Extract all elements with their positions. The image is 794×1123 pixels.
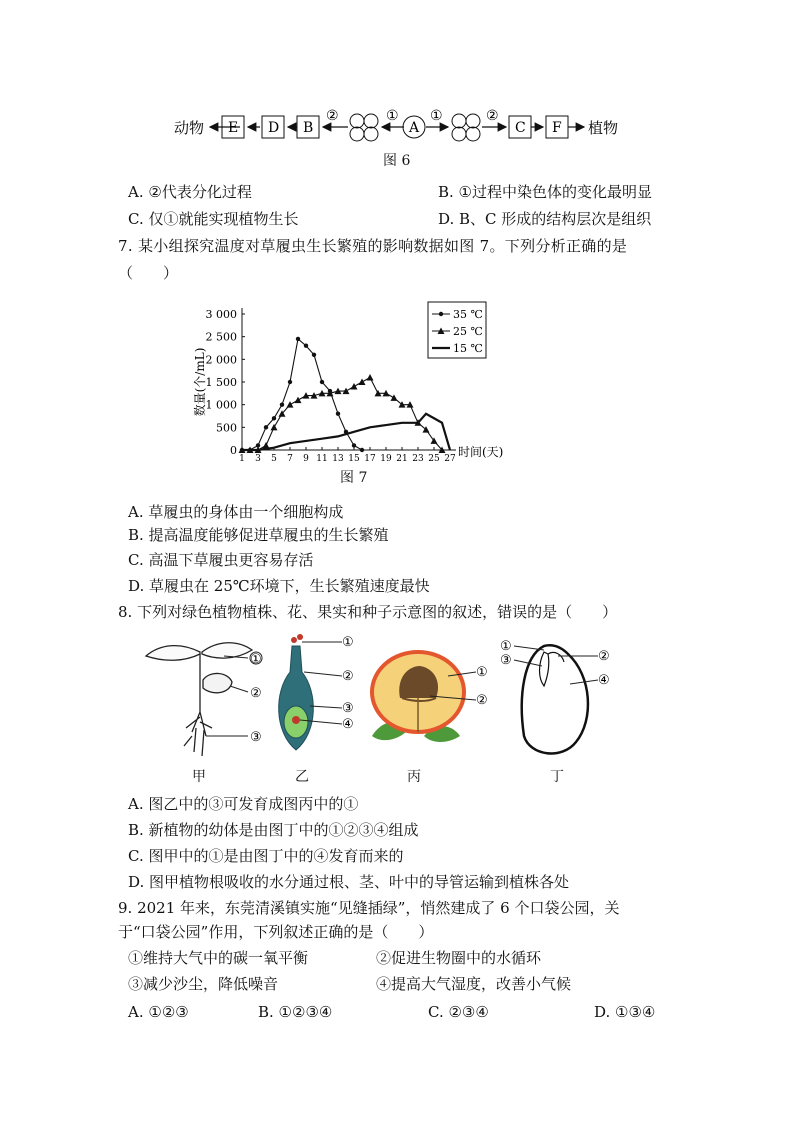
- jia-label-1: ①: [250, 652, 262, 667]
- y-axis-label: 数量(个/mL): [193, 347, 207, 417]
- q8-option-c: C. 图甲中的①是由图丁中的④发育而来的: [128, 847, 404, 865]
- x-tick-label: 7: [287, 454, 293, 462]
- y-tick-label: 3 000: [205, 308, 237, 321]
- q9-choice-a: A. ①②③: [128, 1003, 189, 1021]
- y-tick-label: 2 000: [205, 353, 237, 367]
- x-tick-label: 13: [332, 454, 344, 462]
- box-f-label: F: [552, 120, 562, 136]
- ding-label-2: ②: [598, 649, 610, 664]
- label-jia: 甲: [192, 769, 206, 785]
- y-tick-label: 0: [230, 444, 237, 457]
- point-35c: [264, 425, 268, 429]
- figure-7-chart: [180, 298, 520, 462]
- box-c-label: C: [515, 120, 526, 136]
- q9-choice-c: C. ②③④: [428, 1003, 489, 1021]
- box-e-label: E: [228, 120, 239, 136]
- x-tick-label: 15: [348, 454, 360, 462]
- four-cells-left: [350, 114, 378, 141]
- q9-stem-line2: 于“口袋公园”作用，下列叙述正确的是（ ）: [118, 923, 434, 941]
- q8-stem: 8. 下列对绿色植物植株、花、果实和种子示意图的叙述，错误的是（ ）: [118, 603, 618, 621]
- fig6-right-label: 植物: [588, 119, 619, 137]
- x-tick-label: 5: [271, 454, 277, 462]
- q6-option-d: D. B、C 形成的结构层次是组织: [438, 210, 652, 228]
- point-35c: [304, 344, 308, 348]
- legend-marker: [439, 312, 443, 316]
- q7-paren: （ ）: [118, 264, 179, 282]
- yi-label-1: ①: [342, 635, 354, 650]
- q8-option-d: D. 图甲植物根吸收的水分通过根、茎、叶中的导管运输到植株各处: [128, 873, 570, 891]
- q6-option-b: B. ①过程中染色体的变化最明显: [438, 183, 653, 201]
- q8-option-a: A. 图乙中的③可发育成图丙中的①: [128, 795, 359, 813]
- box-b-label: B: [303, 120, 314, 136]
- label-bing: 丙: [407, 769, 421, 785]
- q8-option-b: B. 新植物的幼体是由图丁中的①②③④组成: [128, 821, 419, 839]
- q6-option-c: C. 仅①就能实现植物生长: [128, 210, 299, 228]
- legend-label: 15 ℃: [453, 342, 483, 355]
- q9-choice-d: D. ①③④: [594, 1003, 656, 1021]
- legend-label: 35 ℃: [453, 308, 483, 321]
- x-axis-label: 时间(天): [458, 445, 504, 459]
- label-yi: 乙: [295, 769, 309, 785]
- q7-option-d: D. 草履虫在 25℃环境下，生长繁殖速度最快: [128, 577, 430, 595]
- point-35c: [296, 337, 300, 341]
- x-tick-label: 27: [444, 454, 456, 462]
- y-tick-label: 1 500: [205, 376, 237, 389]
- figure-jia-plant: [140, 632, 280, 762]
- point-35c: [288, 380, 292, 384]
- q6-option-a: A. ②代表分化过程: [128, 183, 252, 201]
- q7-stem: 7. 某小组探究温度对草履虫生长繁殖的影响数据如图 7。下列分析正确的是: [118, 237, 628, 255]
- q7-option-c: C. 高温下草履虫更容易存活: [128, 551, 314, 569]
- figure-yi-pistil: [268, 632, 368, 762]
- point-25c: [287, 401, 294, 408]
- jia-label-3: ③: [250, 730, 262, 745]
- label-ding: 丁: [550, 769, 564, 785]
- yi-label-3: ③: [342, 701, 354, 716]
- q9-item-4: ④提高大气湿度，改善小气候: [376, 975, 572, 993]
- point-35c: [320, 380, 324, 384]
- point-25c: [367, 374, 374, 381]
- step-1-right: ①: [430, 108, 443, 124]
- q9-item-3: ③减少沙尘，降低噪音: [128, 975, 279, 993]
- series-line-1: [242, 377, 442, 450]
- step-1-left: ①: [386, 108, 399, 124]
- q7-option-a: A. 草履虫的身体由一个细胞构成: [128, 503, 344, 521]
- q9-item-1: ①维持大气中的碳一氧平衡: [128, 949, 309, 967]
- point-25c: [391, 394, 398, 401]
- q9-choice-b: B. ①②③④: [258, 1003, 333, 1021]
- x-tick-label: 1: [239, 454, 245, 462]
- point-35c: [280, 402, 284, 406]
- q9-item-2: ②促进生物圈中的水循环: [376, 949, 542, 967]
- figure-bing-fruit: [362, 640, 494, 760]
- fig6-left-label: 动物: [174, 119, 205, 137]
- q7-option-b: B. 提高温度能够促进草履虫的生长繁殖: [128, 526, 389, 544]
- x-tick-label: 25: [428, 454, 440, 462]
- yi-label-2: ②: [342, 669, 354, 684]
- bing-label-2: ②: [476, 693, 488, 708]
- box-d-label: D: [268, 120, 280, 136]
- jia-label-2: ②: [250, 686, 262, 701]
- point-25c: [359, 379, 366, 386]
- x-tick-label: 11: [316, 454, 328, 462]
- figure-6-diagram: [160, 104, 640, 150]
- point-35c: [360, 448, 364, 452]
- cell-a-label: A: [409, 120, 420, 136]
- step-2-left: ②: [326, 108, 339, 124]
- point-35c: [312, 353, 316, 357]
- point-25c: [295, 397, 302, 404]
- fig7-caption: 图 7: [340, 470, 368, 486]
- bing-label-1: ①: [476, 665, 488, 680]
- point-35c: [352, 443, 356, 447]
- ding-label-1: ①: [500, 639, 512, 654]
- y-tick-label: 1 000: [205, 398, 237, 412]
- x-tick-label: 21: [396, 454, 408, 462]
- fig6-caption: 图 6: [383, 153, 411, 169]
- y-tick-label: 500: [216, 421, 237, 435]
- yi-label-4: ④: [342, 717, 354, 732]
- x-tick-label: 9: [303, 454, 309, 462]
- four-cells-right: [452, 114, 480, 141]
- point-35c: [272, 416, 276, 420]
- figure-ding-seed: [498, 636, 628, 766]
- q9-stem-line1: 9. 2021 年来，东莞清溪镇实施“见缝插绿”，悄然建成了 6 个口袋公园，关: [118, 899, 620, 917]
- point-25c: [271, 424, 278, 430]
- point-25c: [351, 383, 358, 390]
- x-tick-label: 17: [364, 454, 376, 462]
- x-tick-label: 23: [412, 454, 424, 462]
- series-line-0: [242, 339, 362, 450]
- y-tick-label: 2 500: [205, 330, 237, 344]
- point-35c: [336, 412, 340, 416]
- ding-label-4: ④: [598, 673, 610, 688]
- legend-label: 25 ℃: [453, 325, 483, 338]
- x-tick-label: 19: [380, 454, 392, 462]
- ding-label-3: ③: [500, 653, 512, 668]
- step-2-right: ②: [486, 108, 499, 124]
- x-tick-label: 3: [255, 454, 261, 462]
